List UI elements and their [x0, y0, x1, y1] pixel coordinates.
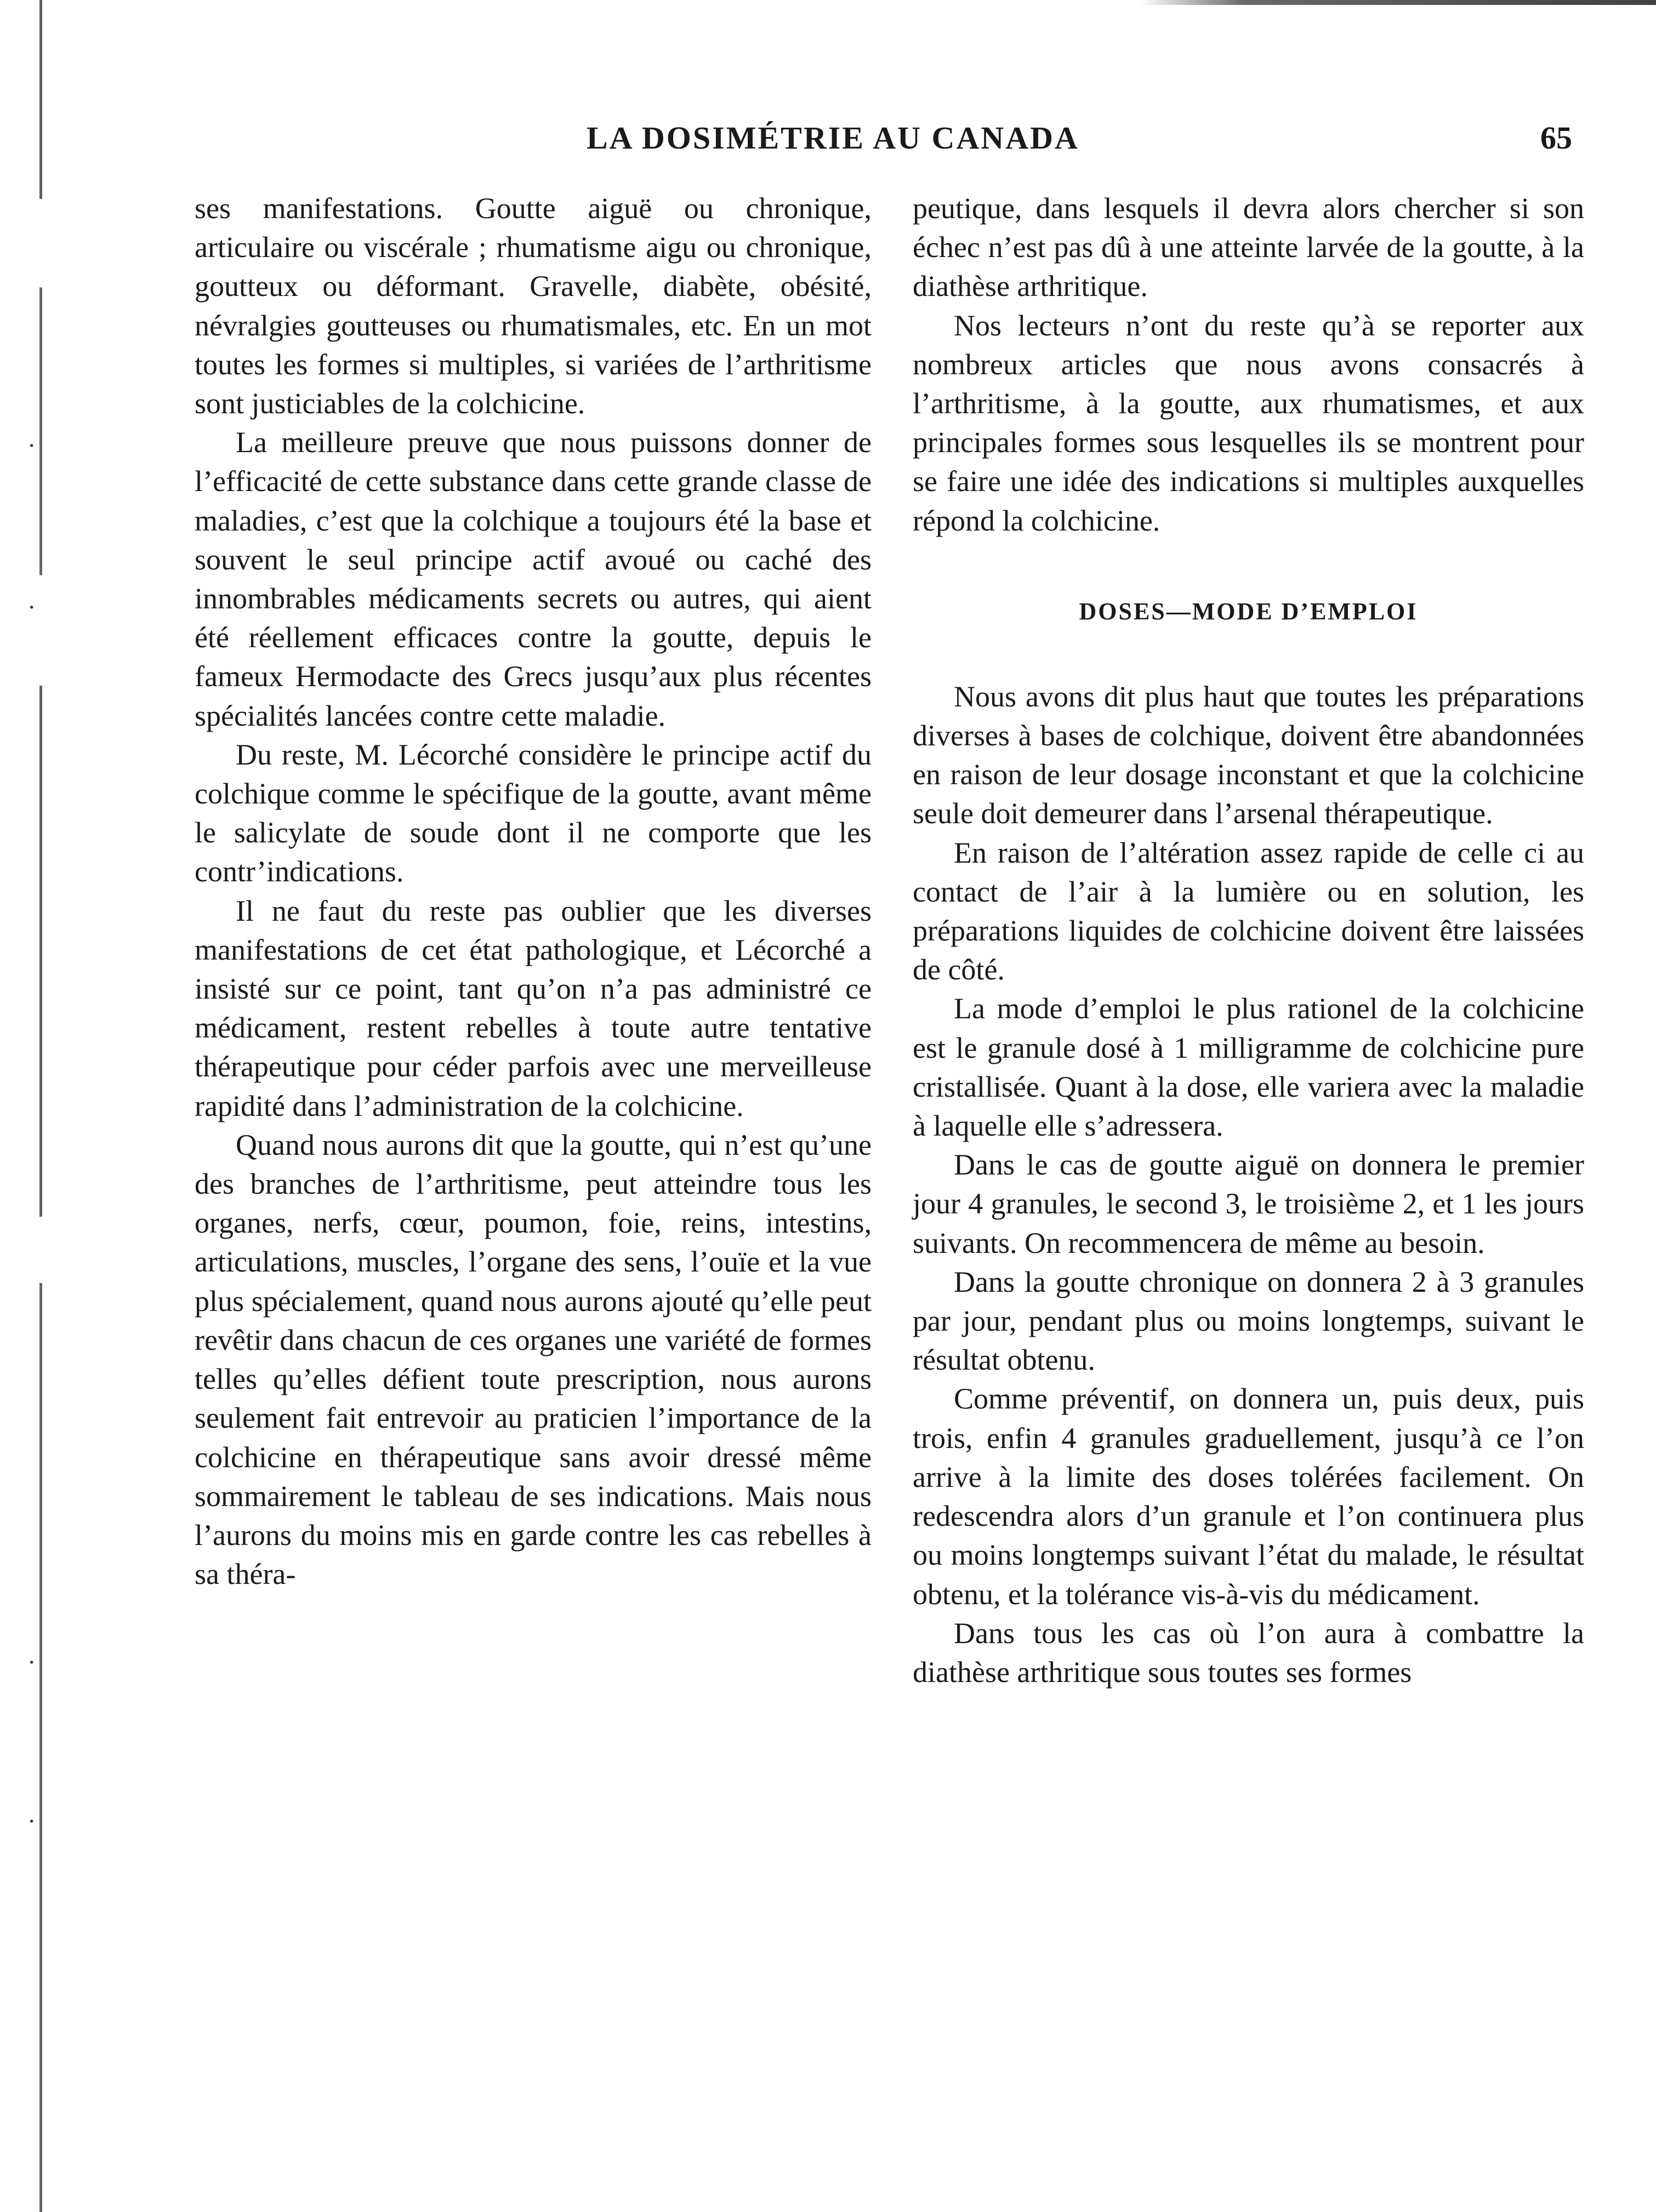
section-heading: DOSES—MODE D’EMPLOI — [1079, 597, 1418, 625]
paragraph: Nous avons dit plus haut que toutes les préparations diverses à bases de colchique, doivent être abandonnées en raison de leur dosage inconstant et que la colchicine seule doit demeurer dans l’arsenal thérapeutique. — [913, 680, 1584, 830]
margin-mark: · — [27, 431, 36, 459]
margin-mark: · — [27, 1648, 36, 1676]
left-column — [195, 189, 872, 1594]
scan-edge-rule — [39, 0, 42, 2212]
right-column — [913, 189, 1584, 1692]
paragraph: Du reste, M. Lécorché considère le principe actif du colchique comme le spécifique de la goutte, avant même le salicylate de soude dont il ne comporte que les contr’indications. — [195, 738, 872, 888]
page-header — [587, 119, 1655, 163]
paragraph: Dans le cas de goutte aiguë on donnera le premier jour 4 granules, le second 3, le troisième 2, et 1 les jours suivants. On recommencera de même au besoin. — [913, 1148, 1584, 1259]
paragraph: Dans la goutte chronique on donnera 2 à 3 granules par jour, pendant plus ou moins longtemps, suivant le résultat obtenu. — [913, 1265, 1584, 1377]
paragraph: Dans tous les cas où l’on aura à combattre la diathèse arthritique sous toutes ses formes — [913, 1616, 1584, 1689]
margin-mark: · — [27, 593, 36, 621]
scan-top-rule — [1140, 0, 1656, 5]
paragraph: Il ne faut du reste pas oublier que les diverses manifestations de cet état pathologique, et Lécorché a insisté sur ce point, tant qu’on n’a pas administré ce médicament, restent rebelles à toute autre tentative thérapeutique pour céder parfois avec une merveilleuse rapidité dans l’administration de la colchicine. — [195, 894, 872, 1122]
running-title: LA DOSIMÉTRIE AU CANADA — [587, 120, 1079, 156]
paragraph: Comme préventif, on donnera un, puis deux, puis trois, enfin 4 granules graduellement, jusqu’à ce l’on arrive à la limite des doses tolérées facilement. On redescendra alors d’un granule et l’on continuera plus ou moins longtemps suivant l’état du malade, le résultat obtenu, et la tolérance vis-à-vis du médicament. — [913, 1382, 1584, 1611]
page-number: 65 — [1540, 120, 1572, 156]
paragraph: En raison de l’altération assez rapide de celle ci au contact de l’air à la lumière ou en solution, les préparations liquides de colchicine doivent être laissées de côté. — [913, 836, 1584, 987]
paragraph: Nos lecteurs n’ont du reste qu’à se reporter aux nombreux articles que nous avons consacrés à l’arthritisme, à la goutte, aux rhumatismes, et aux principales formes sous lesquelles ils se montrent pour se faire une idée des indications si multiples auxquelles répond la colchicine. — [913, 309, 1584, 537]
paragraph: peutique, dans lesquels il devra alors chercher si son échec n’est pas dû à une atteinte larvée de la goutte, à la diathèse arthritique. — [913, 192, 1584, 303]
margin-mark: · — [27, 1807, 36, 1835]
paragraph: Quand nous aurons dit que la goutte, qui n’est qu’une des branches de l’arthritisme, peut atteindre tous les organes, nerfs, cœur, poumon, foie, reins, intestins, articulations, muscles, l’organe des sens, l’ouïe et la vue plus spécialement, quand nous aurons ajouté qu’elle peut revêtir dans chacun de ces organes une variété de formes telles qu’elles défient toute prescription, nous aurons seulement fait entrevoir au praticien l’importance de la colchicine en thérapeutique sans avoir dressé même sommairement le tableau de ses indications. Mais nous l’aurons du moins mis en garde contre les cas rebelles à sa théra- — [195, 1128, 872, 1591]
paragraph: La mode d’emploi le plus rationel de la colchicine est le granule dosé à 1 milligramme de colchicine pure cristallisée. Quant à la dose, elle variera avec la maladie à laquelle elle s’adressera. — [913, 992, 1584, 1143]
paragraph: La meilleure preuve que nous puissons donner de l’efficacité de cette substance dans cette grande classe de maladies, c’est que la colchique a toujours été la base et souvent le seul principe actif avoué ou caché des innombrables médicaments secrets ou autres, qui aient été réellement efficaces contre la goutte, depuis le fameux Hermodacte des Grecs jusqu’aux plus récentes spécialités lancées contre cette maladie. — [195, 426, 872, 732]
paragraph: ses manifestations. Goutte aiguë ou chronique, articulaire ou viscérale ; rhumatisme aigu ou chronique, goutteux ou déformant. Gravelle, diabète, obésité, névralgies goutteuses ou rhumatismales, etc. En un mot toutes les formes si multiples, si variées de l’arthritisme sont justiciables de la colchicine. — [195, 192, 872, 420]
